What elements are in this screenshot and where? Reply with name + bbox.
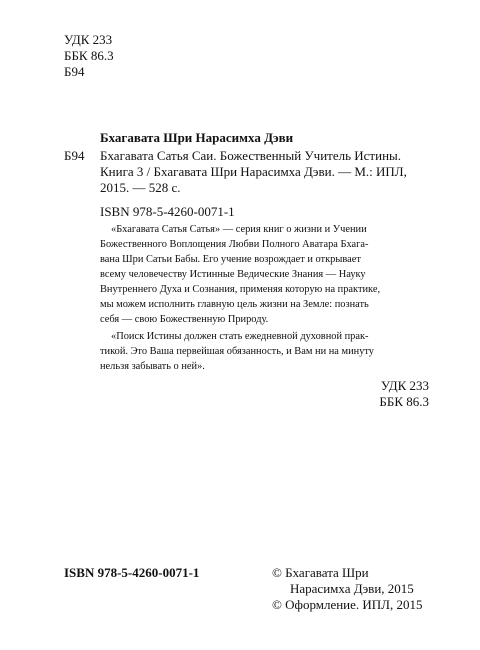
author-heading: Бхагавата Шри Нарасимха Дэви xyxy=(100,130,294,145)
annotation-line: мы можем исполнить главную цель жизни на Земле: познать xyxy=(100,299,369,310)
bbk-code-card: ББК 86.3 xyxy=(379,394,429,409)
annotation-line: Внутреннего Духа и Сознания, применяя которую на практике, xyxy=(100,284,381,295)
copyright-line: © Оформление. ИПЛ, 2015 xyxy=(272,597,423,612)
annotation-line: Божественного Воплощения Любви Полного Аватара Бхага- xyxy=(100,239,369,250)
annotation-line: «Бхагавата Сатья Сатья» — серия книг о жизни и Учении xyxy=(111,224,367,235)
copyright-line: Нарасимха Дэви, 2015 xyxy=(290,581,414,596)
author-sign-top: Б94 xyxy=(64,64,85,79)
author-sign: Б94 xyxy=(64,148,85,163)
udk-code-card: УДК 233 xyxy=(380,378,429,393)
udk-code-top: УДК 233 xyxy=(64,32,113,47)
annotation-line: вана Шри Сатьи Бабы. Его учение возрождает и открывает xyxy=(100,254,361,265)
quote-line: «Поиск Истины должен стать ежедневной духовной прак- xyxy=(111,331,369,342)
bbk-code-top: ББК 86.3 xyxy=(64,48,114,63)
isbn-card: ISBN 978-5-4260-0071-1 xyxy=(100,204,235,219)
title-line: Книга 3 / Бхагавата Шри Нарасимха Дэви. — М.: ИПЛ, xyxy=(100,164,407,179)
isbn-footer: ISBN 978-5-4260-0071-1 xyxy=(64,565,200,580)
title-line: 2015. — 528 с. xyxy=(100,180,181,195)
annotation-line: себя — свою Божественную Природу. xyxy=(100,314,269,325)
quote-line: нельзя забывать о ней». xyxy=(100,361,205,372)
copyright-line: © Бхагавата Шри xyxy=(272,565,369,580)
quote-line: тикой. Это Ваша первейшая обязанность, и Вам ни на минуту xyxy=(100,346,374,357)
annotation-line: всему человечеству Истинные Ведические Знания — Науку xyxy=(100,269,366,280)
title-line: Бхагавата Сатья Саи. Божественный Учитель Истины. xyxy=(100,148,402,163)
